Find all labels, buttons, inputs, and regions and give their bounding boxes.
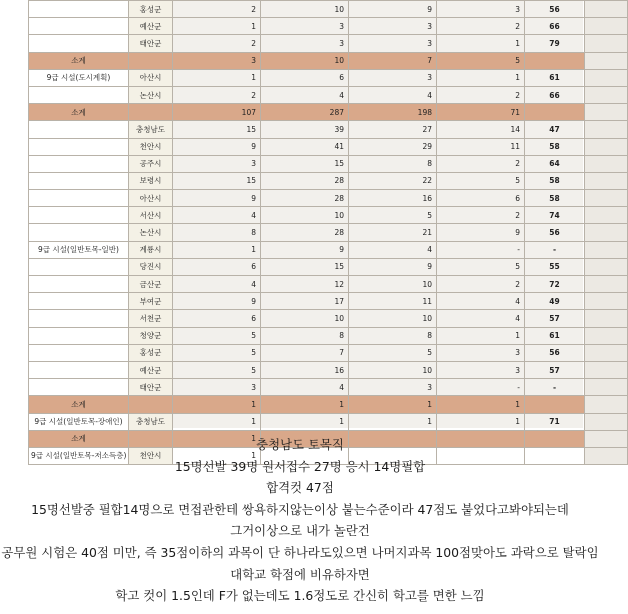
region-cell bbox=[129, 396, 173, 413]
empty-cell bbox=[585, 138, 628, 155]
caption-line: 15명선발중 필합14명으로 면접관한테 쌍욕하지않는이상 붙는수준이라 47점도 붙었다고봐야되는데 bbox=[31, 501, 569, 517]
number-cell: 21 bbox=[349, 224, 437, 241]
number-cell: 71 bbox=[437, 104, 525, 121]
number-cell: 11 bbox=[437, 138, 525, 155]
number-cell: 3 bbox=[261, 35, 349, 52]
region-cell: 서산시 bbox=[129, 207, 173, 224]
number-cell: 28 bbox=[261, 172, 349, 189]
number-cell: 17 bbox=[261, 293, 349, 310]
region-cell: 공주시 bbox=[129, 155, 173, 172]
number-cell: 9 bbox=[349, 258, 437, 275]
number-cell: 22 bbox=[349, 172, 437, 189]
cutoff-score-cell: 57 bbox=[525, 310, 585, 327]
region-cell: 계룡시 bbox=[129, 241, 173, 258]
number-cell: 2 bbox=[173, 1, 261, 18]
number-cell: 16 bbox=[349, 190, 437, 207]
number-cell: 15 bbox=[261, 258, 349, 275]
table-row bbox=[29, 172, 628, 189]
number-cell: 1 bbox=[437, 327, 525, 344]
region-cell: 청양군 bbox=[129, 327, 173, 344]
number-cell: 1 bbox=[173, 413, 261, 430]
category-cell bbox=[29, 361, 129, 378]
empty-cell bbox=[585, 35, 628, 52]
empty-cell bbox=[585, 86, 628, 103]
number-cell: 3 bbox=[261, 18, 349, 35]
region-cell: 충청남도 bbox=[129, 121, 173, 138]
number-cell: 5 bbox=[349, 207, 437, 224]
number-cell: 4 bbox=[261, 379, 349, 396]
number-cell: 2 bbox=[173, 35, 261, 52]
number-cell: 1 bbox=[173, 241, 261, 258]
number-cell: 4 bbox=[349, 241, 437, 258]
number-cell: 5 bbox=[437, 258, 525, 275]
caption-line: 학고 컷이 1.5인데 F가 없는데도 1.6정도로 간신히 학고를 면한 느낌 bbox=[115, 588, 485, 604]
number-cell: 2 bbox=[437, 207, 525, 224]
category-cell bbox=[29, 1, 129, 18]
subtotal-row bbox=[29, 104, 628, 121]
number-cell: 9 bbox=[261, 241, 349, 258]
empty-cell bbox=[585, 276, 628, 293]
region-cell: 태안군 bbox=[129, 35, 173, 52]
table-row bbox=[29, 138, 628, 155]
number-cell: 3 bbox=[437, 344, 525, 361]
number-cell: 6 bbox=[173, 310, 261, 327]
number-cell: 10 bbox=[261, 310, 349, 327]
category-cell bbox=[29, 86, 129, 103]
category-cell bbox=[29, 293, 129, 310]
table-row bbox=[29, 241, 628, 258]
category-cell bbox=[29, 121, 129, 138]
number-cell: 10 bbox=[261, 1, 349, 18]
table-row bbox=[29, 35, 628, 52]
number-cell: 7 bbox=[349, 52, 437, 69]
table-row bbox=[29, 327, 628, 344]
table-row bbox=[29, 207, 628, 224]
number-cell: 2 bbox=[173, 86, 261, 103]
cutoff-score-cell: 57 bbox=[525, 361, 585, 378]
number-cell: 1 bbox=[173, 430, 261, 447]
category-cell: 9급 시설(일반토목-저소득층) bbox=[29, 447, 129, 464]
category-cell bbox=[29, 138, 129, 155]
number-cell: 4 bbox=[173, 207, 261, 224]
number-cell: 41 bbox=[261, 138, 349, 155]
empty-cell bbox=[585, 344, 628, 361]
category-cell bbox=[29, 379, 129, 396]
cutoff-score-cell: 66 bbox=[525, 86, 585, 103]
number-cell: 5 bbox=[437, 172, 525, 189]
cutoff-score-cell: 56 bbox=[525, 224, 585, 241]
number-cell: 2 bbox=[437, 86, 525, 103]
cutoff-score-cell: 61 bbox=[525, 69, 585, 86]
number-cell: 39 bbox=[261, 121, 349, 138]
number-cell: 9 bbox=[173, 138, 261, 155]
region-cell: 서천군 bbox=[129, 310, 173, 327]
number-cell: 3 bbox=[349, 69, 437, 86]
number-cell: 1 bbox=[173, 18, 261, 35]
category-cell bbox=[29, 276, 129, 293]
region-cell: 천안시 bbox=[129, 138, 173, 155]
cutoff-score-cell: 61 bbox=[525, 327, 585, 344]
number-cell: 4 bbox=[437, 310, 525, 327]
table-row bbox=[29, 155, 628, 172]
category-cell bbox=[29, 18, 129, 35]
number-cell: 5 bbox=[437, 52, 525, 69]
cutoff-score-cell: - bbox=[525, 379, 585, 396]
empty-cell bbox=[585, 69, 628, 86]
number-cell: 7 bbox=[261, 344, 349, 361]
number-cell: 6 bbox=[173, 258, 261, 275]
number-cell: 5 bbox=[173, 361, 261, 378]
number-cell: 1 bbox=[437, 396, 525, 413]
number-cell: 29 bbox=[349, 138, 437, 155]
region-cell: 논산시 bbox=[129, 86, 173, 103]
cutoff-score-cell: 58 bbox=[525, 172, 585, 189]
category-cell bbox=[29, 258, 129, 275]
table-row bbox=[29, 224, 628, 241]
number-cell: 16 bbox=[261, 361, 349, 378]
table-row bbox=[29, 379, 628, 396]
number-cell: - bbox=[437, 379, 525, 396]
number-cell: 10 bbox=[349, 276, 437, 293]
number-cell: 1 bbox=[437, 413, 525, 430]
region-cell: 아산시 bbox=[129, 190, 173, 207]
number-cell: 8 bbox=[173, 224, 261, 241]
number-cell: 3 bbox=[173, 52, 261, 69]
number-cell: 28 bbox=[261, 224, 349, 241]
number-cell: 8 bbox=[349, 155, 437, 172]
number-cell: 28 bbox=[261, 190, 349, 207]
empty-cell bbox=[585, 172, 628, 189]
number-cell: 8 bbox=[349, 327, 437, 344]
number-cell: 4 bbox=[173, 276, 261, 293]
empty-cell bbox=[585, 258, 628, 275]
region-cell: 예산군 bbox=[129, 361, 173, 378]
category-cell bbox=[29, 224, 129, 241]
empty-cell bbox=[585, 1, 628, 18]
number-cell: 15 bbox=[173, 121, 261, 138]
number-cell: 11 bbox=[349, 293, 437, 310]
empty-cell bbox=[585, 379, 628, 396]
number-cell: 10 bbox=[261, 207, 349, 224]
cutoff-score-cell bbox=[525, 396, 585, 413]
region-cell: 금산군 bbox=[129, 276, 173, 293]
table-row bbox=[29, 1, 628, 18]
cutoff-score-cell bbox=[525, 52, 585, 69]
number-cell: 14 bbox=[437, 121, 525, 138]
cutoff-score-cell: 71 bbox=[525, 413, 585, 430]
table-row bbox=[29, 121, 628, 138]
region-cell: 홍성군 bbox=[129, 344, 173, 361]
cutoff-score-cell: 56 bbox=[525, 344, 585, 361]
number-cell: 287 bbox=[261, 104, 349, 121]
caption-line: 그거이상으로 내가 놀란건 bbox=[230, 523, 370, 539]
number-cell: 10 bbox=[349, 310, 437, 327]
region-cell: 아산시 bbox=[129, 69, 173, 86]
number-cell: 4 bbox=[349, 86, 437, 103]
category-cell bbox=[29, 35, 129, 52]
region-cell: 홍성군 bbox=[129, 1, 173, 18]
empty-cell bbox=[585, 327, 628, 344]
category-cell bbox=[29, 207, 129, 224]
caption-line: 합격컷 47점 bbox=[266, 480, 334, 496]
category-cell bbox=[29, 310, 129, 327]
empty-cell bbox=[585, 361, 628, 378]
number-cell: 1 bbox=[173, 447, 261, 464]
region-cell: 태안군 bbox=[129, 379, 173, 396]
cutoff-score-cell: 58 bbox=[525, 190, 585, 207]
number-cell: 3 bbox=[437, 1, 525, 18]
number-cell: 107 bbox=[173, 104, 261, 121]
region-cell: 천안시 bbox=[129, 447, 173, 464]
subtotal-row bbox=[29, 52, 628, 69]
number-cell: 12 bbox=[261, 276, 349, 293]
number-cell: 1 bbox=[349, 396, 437, 413]
caption-line: 충청남도 토목직 bbox=[256, 437, 344, 452]
number-cell: 3 bbox=[349, 35, 437, 52]
number-cell: 2 bbox=[437, 18, 525, 35]
number-cell: 3 bbox=[349, 18, 437, 35]
region-cell: 부여군 bbox=[129, 293, 173, 310]
cutoff-score-cell: 56 bbox=[525, 1, 585, 18]
empty-cell bbox=[585, 52, 628, 69]
category-cell: 소계 bbox=[29, 104, 129, 121]
category-cell bbox=[29, 190, 129, 207]
cutoff-score-cell: - bbox=[525, 241, 585, 258]
cutoff-score-cell bbox=[525, 104, 585, 121]
cutoff-score-cell: 47 bbox=[525, 121, 585, 138]
number-cell: 15 bbox=[261, 155, 349, 172]
number-cell: 4 bbox=[437, 293, 525, 310]
number-cell: 3 bbox=[173, 155, 261, 172]
cutoff-score-cell: 64 bbox=[525, 155, 585, 172]
score-table bbox=[28, 0, 628, 465]
empty-cell bbox=[585, 18, 628, 35]
number-cell: 6 bbox=[261, 69, 349, 86]
category-cell bbox=[29, 172, 129, 189]
number-cell: 5 bbox=[173, 344, 261, 361]
table-row bbox=[29, 310, 628, 327]
cutoff-score-cell: 55 bbox=[525, 258, 585, 275]
number-cell: 1 bbox=[437, 35, 525, 52]
number-cell: 10 bbox=[349, 361, 437, 378]
region-cell: 보령시 bbox=[129, 172, 173, 189]
number-cell: - bbox=[437, 241, 525, 258]
category-cell: 9급 시설(도시계획) bbox=[29, 69, 129, 86]
table-row bbox=[29, 86, 628, 103]
number-cell: 6 bbox=[437, 190, 525, 207]
number-cell: 1 bbox=[173, 396, 261, 413]
empty-cell bbox=[585, 104, 628, 121]
category-cell bbox=[29, 327, 129, 344]
region-cell bbox=[129, 104, 173, 121]
empty-cell bbox=[585, 121, 628, 138]
number-cell: 9 bbox=[349, 1, 437, 18]
category-cell: 소계 bbox=[29, 396, 129, 413]
empty-cell bbox=[585, 396, 628, 413]
number-cell: 1 bbox=[437, 69, 525, 86]
caption-line: 공무원 시험은 40점 미만, 즉 35점이하의 과목이 단 하나라도있으면 나머지과목 100점맞아도 과락으로 탈락임 bbox=[1, 544, 599, 560]
table-row bbox=[29, 190, 628, 207]
number-cell: 1 bbox=[173, 69, 261, 86]
number-cell: 4 bbox=[261, 86, 349, 103]
number-cell: 3 bbox=[349, 379, 437, 396]
number-cell: 198 bbox=[349, 104, 437, 121]
number-cell: 27 bbox=[349, 121, 437, 138]
number-cell: 9 bbox=[173, 293, 261, 310]
number-cell: 3 bbox=[437, 361, 525, 378]
number-cell: 5 bbox=[349, 344, 437, 361]
number-cell: 1 bbox=[261, 413, 349, 430]
region-cell: 충청남도 bbox=[129, 413, 173, 430]
region-cell: 예산군 bbox=[129, 18, 173, 35]
number-cell: 9 bbox=[173, 190, 261, 207]
empty-cell bbox=[585, 293, 628, 310]
category-cell: 소계 bbox=[29, 52, 129, 69]
cutoff-score-cell: 58 bbox=[525, 138, 585, 155]
number-cell: 5 bbox=[173, 327, 261, 344]
empty-cell bbox=[585, 310, 628, 327]
cutoff-score-cell: 79 bbox=[525, 35, 585, 52]
category-cell bbox=[29, 155, 129, 172]
number-cell: 10 bbox=[261, 52, 349, 69]
empty-cell bbox=[585, 155, 628, 172]
table-row bbox=[29, 361, 628, 378]
caption-line: 15명선발 39명 원서접수 27명 응시 14명필합 bbox=[174, 458, 426, 474]
cutoff-score-cell: 66 bbox=[525, 18, 585, 35]
number-cell: 8 bbox=[261, 327, 349, 344]
number-cell: 2 bbox=[437, 276, 525, 293]
table-row bbox=[29, 69, 628, 86]
caption-line: 대학교 학점에 비유하자면 bbox=[230, 566, 370, 582]
cutoff-score-cell: 74 bbox=[525, 207, 585, 224]
category-cell: 9급 시설(일반토목-일반) bbox=[29, 241, 129, 258]
table-row bbox=[29, 293, 628, 310]
number-cell: 3 bbox=[173, 379, 261, 396]
number-cell: 1 bbox=[261, 396, 349, 413]
table-row bbox=[29, 344, 628, 361]
table-row bbox=[29, 276, 628, 293]
cutoff-score-cell: 49 bbox=[525, 293, 585, 310]
post-caption bbox=[0, 428, 600, 614]
region-cell: 당진시 bbox=[129, 258, 173, 275]
region-cell: 논산시 bbox=[129, 224, 173, 241]
category-cell: 9급 시설(일반토목-장애인) bbox=[29, 413, 129, 430]
empty-cell bbox=[585, 207, 628, 224]
category-cell bbox=[29, 344, 129, 361]
table-row bbox=[29, 18, 628, 35]
empty-cell bbox=[585, 190, 628, 207]
region-cell bbox=[129, 52, 173, 69]
empty-cell bbox=[585, 241, 628, 258]
number-cell: 9 bbox=[437, 224, 525, 241]
table-row bbox=[29, 258, 628, 275]
number-cell: 1 bbox=[349, 413, 437, 430]
number-cell: 2 bbox=[437, 155, 525, 172]
empty-cell bbox=[585, 224, 628, 241]
category-cell: 소계 bbox=[29, 430, 129, 447]
subtotal-row bbox=[29, 396, 628, 413]
number-cell: 15 bbox=[173, 172, 261, 189]
cutoff-score-cell: 72 bbox=[525, 276, 585, 293]
